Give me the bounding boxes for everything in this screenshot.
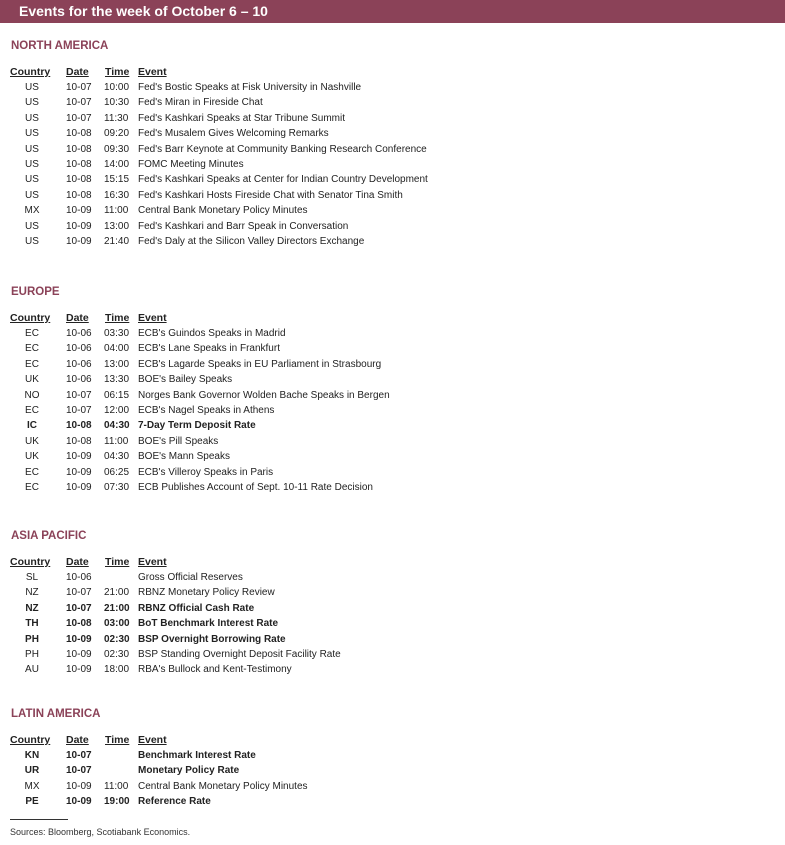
table-row — [0, 764, 785, 779]
table-row — [0, 204, 785, 219]
date-cell: 10-08 — [66, 618, 92, 630]
date-cell: 10-09 — [66, 466, 92, 478]
event-cell: Fed's Kashkari Speaks at Center for Indian Country Development — [138, 174, 428, 186]
time-cell: 02:30 — [104, 648, 130, 660]
table-row — [0, 586, 785, 601]
date-cell: 10-07 — [66, 765, 92, 777]
date-cell: 10-09 — [66, 796, 92, 808]
table-row — [0, 404, 785, 419]
country-cell: EC — [25, 328, 39, 339]
header-country: Country — [10, 734, 51, 746]
table-row — [0, 327, 785, 342]
event-cell: Fed's Bostic Speaks at Fisk University in Nashville — [138, 82, 362, 93]
country-cell: UR — [24, 765, 40, 777]
date-cell: 10-08 — [66, 128, 92, 140]
table-row — [0, 602, 785, 617]
table-row — [0, 435, 785, 450]
country-cell: US — [25, 235, 39, 247]
date-cell: 10-06 — [66, 374, 92, 386]
table-row — [0, 795, 785, 810]
time-cell: 13:30 — [104, 374, 130, 386]
section-title: ASIA PACIFIC — [11, 530, 87, 542]
country-cell: SL — [25, 572, 39, 583]
banner-title: Events for the week of October 6 – 10 — [19, 3, 268, 19]
section-title: NORTH AMERICA — [11, 40, 109, 52]
country-cell: EC — [25, 343, 39, 355]
event-cell: FOMC Meeting Minutes — [138, 158, 244, 170]
table-row — [0, 189, 785, 204]
source-note: Sources: Bloomberg, Scotiabank Economics. — [10, 827, 191, 837]
time-cell: 06:15 — [104, 389, 130, 401]
country-cell: US — [25, 174, 39, 186]
date-cell: 10-06 — [66, 328, 92, 339]
country-cell: UK — [25, 451, 39, 463]
event-cell: 7-Day Term Deposit Rate — [138, 420, 256, 432]
date-cell: 10-09 — [66, 648, 92, 660]
table-row — [0, 780, 785, 795]
event-rows — [0, 81, 785, 250]
country-cell: EC — [25, 358, 39, 370]
date-cell: 10-09 — [66, 481, 92, 493]
date-cell: 10-09 — [66, 235, 92, 247]
time-cell: 16:30 — [104, 189, 130, 201]
event-cell: RBA's Bullock and Kent-Testimony — [138, 664, 292, 676]
country-cell: AU — [25, 664, 39, 676]
time-cell: 12:00 — [104, 404, 130, 416]
country-cell: US — [25, 112, 39, 124]
header-event: Event — [138, 312, 167, 324]
time-cell: 14:00 — [104, 158, 130, 170]
table-row — [0, 373, 785, 388]
date-cell: 10-07 — [66, 602, 92, 614]
event-rows — [0, 749, 785, 811]
country-cell: US — [25, 143, 39, 155]
country-cell: US — [25, 220, 39, 232]
time-cell: 15:15 — [104, 174, 130, 186]
time-cell: 21:00 — [104, 587, 130, 599]
event-cell: Fed's Barr Keynote at Community Banking Research Conference — [138, 143, 427, 155]
event-cell: Central Bank Monetary Policy Minutes — [138, 780, 308, 792]
event-cell: Fed's Kashkari Hosts Fireside Chat with Senator Tina Smith — [138, 189, 403, 201]
time-cell: 09:30 — [104, 143, 130, 155]
event-cell: BOE's Bailey Speaks — [138, 374, 233, 386]
header-time: Time — [105, 734, 130, 746]
country-cell: US — [25, 158, 39, 170]
table-row — [0, 173, 785, 188]
time-cell: 13:00 — [104, 358, 130, 370]
table-header — [0, 556, 785, 569]
date-cell: 10-08 — [66, 158, 92, 170]
country-cell: KN — [24, 750, 40, 761]
table-row — [0, 143, 785, 158]
date-cell: 10-06 — [66, 343, 92, 355]
event-cell: Fed's Daly at the Silicon Valley Directors Exchange — [138, 235, 365, 247]
table-row — [0, 220, 785, 235]
table-row — [0, 617, 785, 632]
date-cell: 10-08 — [66, 174, 92, 186]
date-cell: 10-07 — [66, 82, 92, 93]
event-cell: BoT Benchmark Interest Rate — [138, 618, 279, 630]
event-cell: Central Bank Monetary Policy Minutes — [138, 205, 308, 217]
section-title: LATIN AMERICA — [11, 708, 101, 720]
date-cell: 10-08 — [66, 189, 92, 201]
table-row — [0, 663, 785, 678]
event-cell: ECB's Lagarde Speaks in EU Parliament in Strasbourg — [138, 358, 382, 370]
event-cell: RBNZ Monetary Policy Review — [138, 587, 275, 599]
time-cell: 03:30 — [104, 328, 130, 339]
time-cell: 11:00 — [104, 780, 129, 792]
country-cell: US — [25, 128, 39, 140]
date-cell: 10-09 — [66, 451, 92, 463]
country-cell: NO — [24, 389, 40, 401]
country-cell: MX — [24, 780, 40, 792]
table-row — [0, 158, 785, 173]
event-cell: ECB's Lane Speaks in Frankfurt — [138, 343, 280, 355]
event-cell: RBNZ Official Cash Rate — [138, 602, 255, 614]
header-date: Date — [66, 734, 89, 746]
country-cell: EC — [25, 481, 39, 493]
table-row — [0, 571, 785, 586]
section-title: EUROPE — [11, 286, 60, 298]
date-cell: 10-07 — [66, 587, 92, 599]
event-cell: ECB's Nagel Speaks in Athens — [138, 404, 275, 416]
table-header — [0, 734, 785, 747]
event-cell: BOE's Mann Speaks — [138, 451, 230, 463]
event-cell: BSP Overnight Borrowing Rate — [138, 633, 286, 645]
country-cell: MX — [24, 205, 40, 217]
event-cell: Gross Official Reserves — [138, 572, 243, 583]
event-cell: Benchmark Interest Rate — [138, 750, 256, 761]
date-cell: 10-08 — [66, 420, 92, 432]
event-rows — [0, 571, 785, 679]
country-cell: EC — [25, 404, 39, 416]
table-row — [0, 749, 785, 764]
table-row — [0, 419, 785, 434]
header-country: Country — [10, 312, 51, 324]
date-cell: 10-08 — [66, 143, 92, 155]
table-row — [0, 235, 785, 250]
header-date: Date — [66, 66, 89, 78]
time-cell: 11:00 — [104, 435, 129, 447]
time-cell: 04:30 — [104, 451, 130, 463]
date-cell: 10-07 — [66, 404, 92, 416]
header-event: Event — [138, 66, 167, 78]
table-header — [0, 312, 785, 325]
table-row — [0, 81, 785, 96]
page-banner — [0, 0, 785, 23]
time-cell: 07:30 — [104, 481, 130, 493]
time-cell: 13:00 — [104, 220, 130, 232]
header-date: Date — [66, 556, 89, 568]
header-time: Time — [105, 556, 130, 568]
time-cell: 21:40 — [104, 235, 130, 247]
country-cell: NZ — [25, 587, 39, 599]
country-cell: IC — [27, 420, 37, 432]
table-row — [0, 481, 785, 496]
table-row — [0, 127, 785, 142]
date-cell: 10-06 — [66, 358, 92, 370]
time-cell: 11:30 — [104, 112, 129, 124]
country-cell: US — [25, 97, 39, 109]
time-cell: 11:00 — [104, 205, 129, 217]
event-cell: Fed's Miran in Fireside Chat — [138, 97, 263, 109]
time-cell: 03:00 — [104, 618, 130, 630]
country-cell: UK — [25, 374, 39, 386]
date-cell: 10-06 — [66, 572, 92, 583]
country-cell: US — [25, 189, 39, 201]
event-cell: Reference Rate — [138, 796, 211, 808]
event-cell: BOE's Pill Speaks — [138, 435, 219, 447]
table-row — [0, 96, 785, 111]
table-row — [0, 633, 785, 648]
time-cell: 04:30 — [104, 420, 130, 432]
country-cell: EC — [25, 466, 39, 478]
time-cell: 06:25 — [104, 466, 130, 478]
header-country: Country — [10, 66, 51, 78]
time-cell: 09:20 — [104, 128, 130, 140]
time-cell: 19:00 — [104, 796, 130, 808]
time-cell: 18:00 — [104, 664, 130, 676]
country-cell: PH — [25, 648, 39, 660]
country-cell: PE — [25, 796, 39, 808]
country-cell: UK — [25, 435, 39, 447]
header-country: Country — [10, 556, 51, 568]
time-cell: 02:30 — [104, 633, 130, 645]
header-time: Time — [105, 66, 130, 78]
table-row — [0, 112, 785, 127]
table-row — [0, 389, 785, 404]
event-cell: BSP Standing Overnight Deposit Facility Rate — [138, 648, 341, 660]
date-cell: 10-09 — [66, 780, 92, 792]
country-cell: TH — [25, 618, 39, 630]
header-date: Date — [66, 312, 89, 324]
event-rows — [0, 327, 785, 496]
event-cell: Fed's Kashkari Speaks at Star Tribune Summit — [138, 112, 345, 124]
header-event: Event — [138, 734, 167, 746]
table-header — [0, 66, 785, 79]
event-cell: ECB's Guindos Speaks in Madrid — [138, 328, 286, 339]
date-cell: 10-09 — [66, 633, 92, 645]
event-cell: Norges Bank Governor Wolden Bache Speaks in Bergen — [138, 389, 390, 401]
date-cell: 10-07 — [66, 112, 92, 124]
table-row — [0, 466, 785, 481]
time-cell: 21:00 — [104, 602, 130, 614]
table-row — [0, 450, 785, 465]
country-cell: US — [25, 82, 39, 93]
date-cell: 10-07 — [66, 750, 92, 761]
table-row — [0, 342, 785, 357]
country-cell: NZ — [25, 602, 39, 614]
date-cell: 10-09 — [66, 664, 92, 676]
date-cell: 10-08 — [66, 435, 92, 447]
country-cell: PH — [25, 633, 39, 645]
time-cell: 04:00 — [104, 343, 130, 355]
header-event: Event — [138, 556, 167, 568]
table-row — [0, 648, 785, 663]
footnote-divider — [10, 819, 68, 820]
date-cell: 10-07 — [66, 97, 92, 109]
event-cell: ECB's Villeroy Speaks in Paris — [138, 466, 274, 478]
time-cell: 10:30 — [104, 97, 130, 109]
event-cell: ECB Publishes Account of Sept. 10-11 Rate Decision — [138, 481, 373, 493]
event-cell: Fed's Musalem Gives Welcoming Remarks — [138, 128, 329, 140]
event-cell: Monetary Policy Rate — [138, 765, 240, 777]
header-time: Time — [105, 312, 130, 324]
event-cell: Fed's Kashkari and Barr Speak in Conversation — [138, 220, 349, 232]
date-cell: 10-09 — [66, 205, 92, 217]
time-cell: 10:00 — [104, 82, 130, 93]
date-cell: 10-07 — [66, 389, 92, 401]
date-cell: 10-09 — [66, 220, 92, 232]
table-row — [0, 358, 785, 373]
